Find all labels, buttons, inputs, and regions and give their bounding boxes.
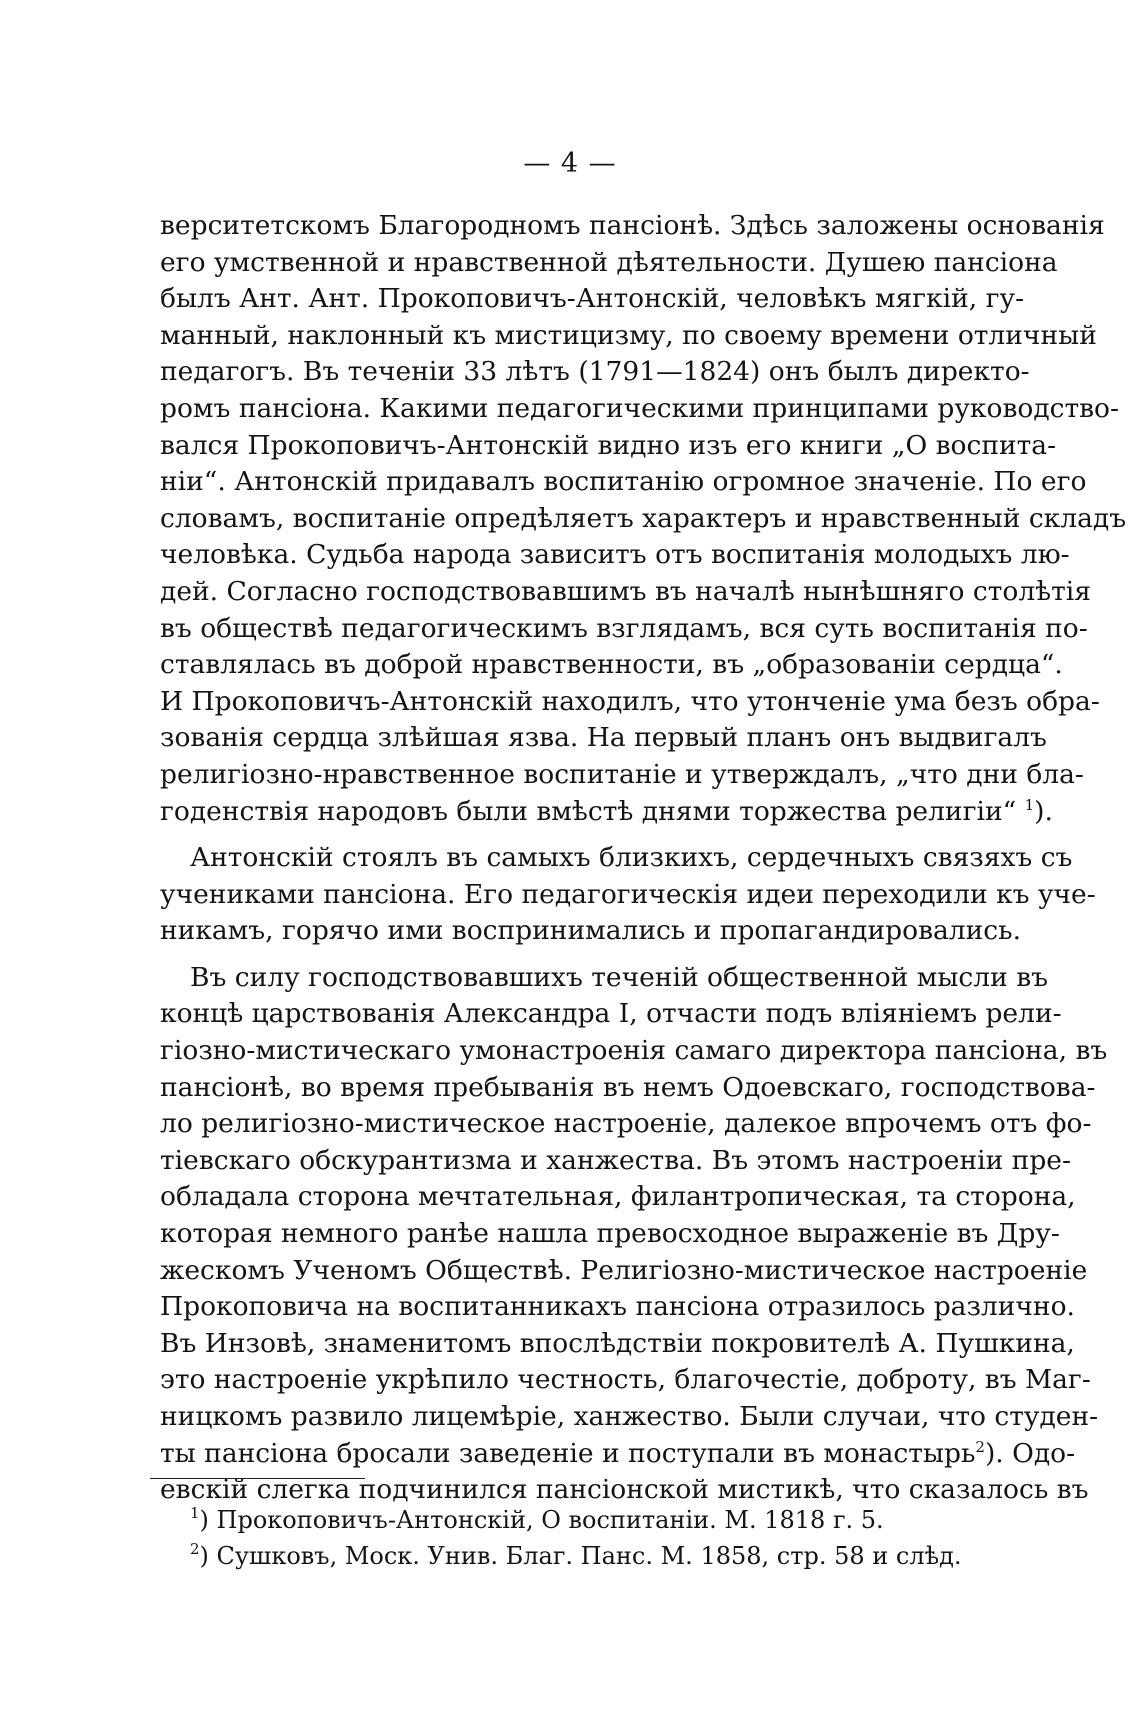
text-line: верситетскомъ Благородномъ пансіонѣ. Здѣсь заложены основанія [160,210,1105,241]
text-line: его умственной и нравственной дѣятельности. Душею пансіона [160,246,1058,278]
footnote-2 [190,1538,990,1574]
page-number: — 4 — [523,148,617,179]
footnote-text: ) Прокоповичъ-Антонскій, О воспитаніи. М. 1818 г. 5. [199,1506,884,1534]
text-line: манный, наклонный къ мистицизму, по своему времени отличный [160,319,1097,351]
text-line: ромъ пансіона. Какими педагогическими принципами руководство- [160,392,1119,424]
text-line: вался Прокоповичъ-Антонскій видно изъ его книги „О воспита- [160,429,1057,461]
text-line: ницкомъ развило лицемѣріе, ханжество. Были случаи, что студен- [160,1401,1099,1432]
paragraph-2 [160,840,1096,950]
text-line: ніи“. Антонскій придавалъ воспитанію огромное значеніе. По его [160,466,1087,498]
text-line: Антонскій стоялъ въ самыхъ близкихъ, сердечныхъ связяхъ съ [190,842,1073,874]
text-line: пансіонѣ, во время пребыванія въ немъ Одоевскаго, господствова- [160,1071,1096,1103]
text-line: учениками пансіона. Его педагогическія идеи переходили къ уче- [160,878,1096,910]
line-text: ты пансіона бросали заведеніе и поступали въ монастырь [160,1437,976,1469]
text-line: Прокоповича на воспитанникахъ пансіона отразилось различно. [160,1291,1075,1323]
text-line: тіевскаго обскурантизма и ханжества. Въ этомъ настроеніи пре- [160,1144,1071,1176]
text-line: въ обществѣ педагогическимъ взглядамъ, вся суть воспитанія по- [160,612,1088,644]
footnote-1 [190,1502,990,1538]
text-line: словамъ, воспитаніе опредѣляетъ характеръ и нравственный складъ [160,502,1127,534]
text-line: никамъ, горячо ими воспринимались и пропагандировались. [160,915,1021,947]
footnote-mark: 2 [190,1540,200,1558]
text-line [160,1436,1076,1473]
text-line: это настроеніе укрѣпило честность, благочестіе, доброту, въ Маг- [160,1364,1091,1396]
paragraph-1 [160,208,1127,830]
text-line: Въ силу господствовавшихъ теченій общественной мысли въ [190,961,1048,993]
footnote-divider [150,1478,365,1479]
text-line: обладала сторона мечтательная, филантропическая, та сторона, [160,1181,1076,1213]
line-tail: ). Одо- [984,1437,1076,1469]
text-line: человѣка. Судьба народа зависитъ отъ воспитанія молодыхъ лю- [160,539,1070,571]
footnote-text: ) Сушковъ, Моск. Унив. Благ. Панс. М. 1858, стр. 58 и слѣд. [199,1542,962,1570]
text-line: гіозно-мистическаго умонастроенія самаго директора пансіона, въ [160,1035,1108,1067]
text-line: Въ Инзовѣ, знаменитомъ впослѣдствіи покровителѣ А. Пушкина, [160,1327,1075,1359]
text-line: концѣ царствованія Александра I, отчасти подъ вліяніемъ рели- [160,998,1062,1030]
text-line: религіозно-нравственное воспитаніе и утверждалъ, „что дни бла- [160,758,1084,790]
text-line: которая немного ранѣе нашла превосходное выраженіе въ Дру- [160,1218,1060,1250]
main-text [160,208,1127,1509]
text-line: дей. Согласно господствовавшимъ въ началѣ нынѣшняго столѣтія [160,575,1091,607]
text-line: ставлялась въ доброй нравственности, въ „образованіи сердца“. [160,649,1063,681]
text-line: ло религіозно-мистическое настроеніе, далекое впрочемъ отъ фо- [160,1108,1092,1140]
text-line: евскій слегка подчинился пансіонской мистикѣ, что сказалось въ [160,1474,1089,1506]
footnote-ref-2[interactable]: 2 [975,1437,985,1456]
text-line: зованія сердца злѣйшая язва. На первый планъ онъ выдвигалъ [160,722,1047,754]
footnote-ref-1[interactable]: 1 [1024,795,1035,814]
paragraph-3 [160,960,1108,1509]
text-line: И Прокоповичъ-Антонскій находилъ, что утонченіе ума безъ обра- [160,685,1100,717]
text-line: педагогъ. Въ теченіи 33 лѣтъ (1791—1824) онъ былъ директо- [160,356,1030,388]
text-line [160,794,1053,831]
text-line: былъ Ант. Ант. Прокоповичъ-Антонскій, человѣкъ мягкій, гу- [160,283,1025,315]
line-tail: ). [1034,795,1053,827]
footnote-mark: 1 [190,1504,200,1522]
footnotes [190,1502,990,1574]
line-text: годенствія народовъ были вмѣстѣ днями торжества религіи“ [160,795,1017,827]
text-line: жескомъ Ученомъ Обществѣ. Религіозно-мистическое настроеніе [160,1254,1088,1286]
